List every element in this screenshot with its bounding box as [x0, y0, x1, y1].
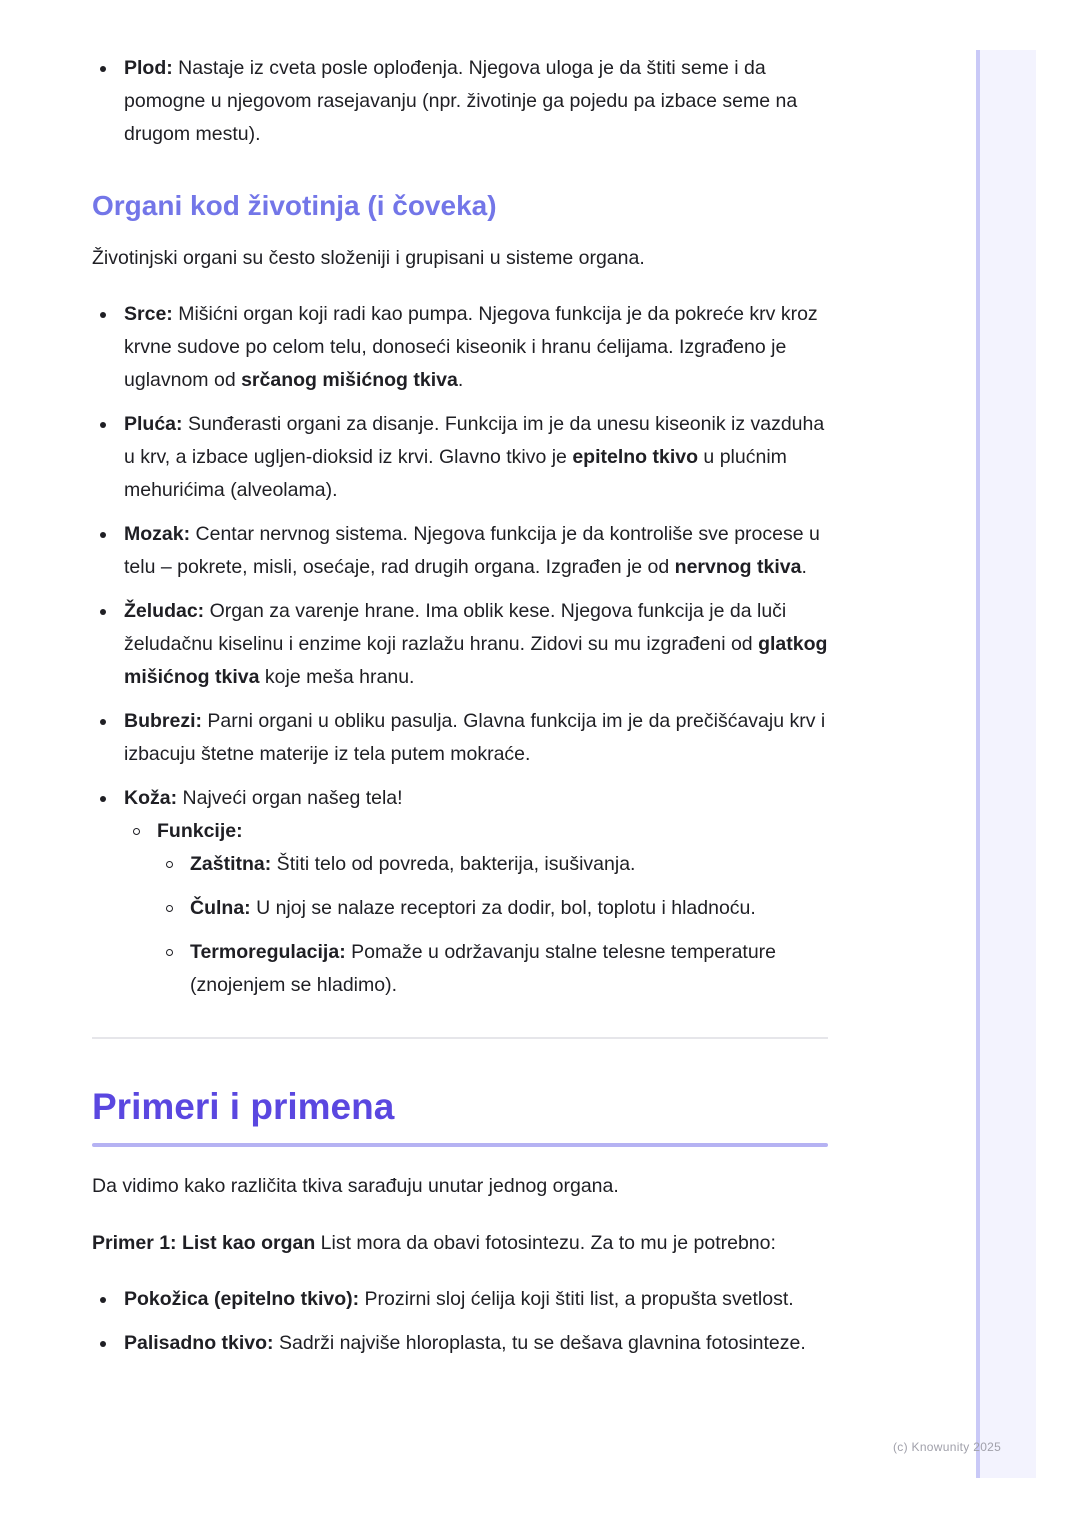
item-label: Čulna:	[190, 897, 251, 919]
right-sidebar-panel	[976, 50, 1036, 1478]
skin-functions-list	[92, 848, 828, 1002]
item-text: U njoj se nalaze receptori za dodir, bol, toplotu i hladnoću.	[250, 897, 756, 919]
item-label: Koža:	[124, 787, 178, 809]
item-bold: nervnog tkiva	[674, 556, 802, 578]
item-bold: epitelno tkivo	[572, 446, 699, 468]
list-item-culna	[157, 892, 828, 925]
list-item-bubrezi	[92, 705, 828, 771]
item-text: Sadrži najviše hloroplasta, tu se dešava glavnina fotosinteze.	[273, 1332, 806, 1354]
document-content	[92, 52, 828, 1371]
watermark: (c) Knowunity 2025	[893, 1440, 1002, 1454]
list-item-palisadno	[92, 1327, 828, 1360]
list-item-pokozica	[92, 1283, 828, 1316]
item-label: Pokožica (epitelno tkivo):	[124, 1288, 360, 1310]
section-heading-animals: Organi kod životinja (i čoveka)	[92, 190, 497, 221]
example-label: Primer 1: List kao organ	[92, 1232, 316, 1254]
example-text: List mora da obavi fotosintezu. Za to mu je potrebno:	[315, 1232, 776, 1254]
item-bold: glatkog mišićnog tkiva	[124, 633, 828, 688]
section-intro: Da vidimo kako različita tkiva sarađuju unutar jednog organa.	[92, 1175, 619, 1197]
list-item-plod	[92, 52, 828, 151]
list-item-zastitna	[157, 848, 828, 881]
item-text: Mišićni organ koji radi kao pumpa. Njegova funkcija je da pokreće krv kroz krvne sudove po celom telu, donoseći kiseonik i hranu ćelijama. Izgrađeno je uglavnom od	[124, 303, 818, 391]
list-item-zeludac	[92, 595, 828, 694]
list-item-koza	[92, 782, 828, 815]
leaf-tissue-list	[92, 1283, 828, 1360]
item-label: Bubrezi:	[124, 710, 202, 732]
list-item-termoregulacija	[157, 936, 828, 1002]
item-text: Sunđerasti organi za disanje. Funkcija im je da unesu kiseonik iz vazduha u krv, a izbace ugljen-dioksid iz krvi. Glavno tkivo je	[124, 413, 825, 468]
item-text: Štiti telo od povreda, bakterija, isušivanja.	[271, 853, 636, 875]
item-text: Najveći organ našeg tela!	[177, 787, 403, 809]
item-tail: .	[801, 556, 807, 578]
item-text: Centar nervnog sistema. Njegova funkcija je da kontroliše sve procese u telu – pokrete, misli, osećaje, rad drugih organa. Izgrađen je od	[124, 523, 820, 578]
example-paragraph	[92, 1227, 828, 1260]
item-text: Organ za varenje hrane. Ima oblik kese. Njegova funkcija je da luči želudačnu kiselinu i enzime koji razlažu hranu. Zidovi su mu izgrađeni od	[124, 600, 787, 655]
item-tail: .	[457, 369, 464, 391]
item-bold: srčanog mišićnog tkiva	[241, 369, 458, 391]
item-label: Srce:	[124, 303, 173, 325]
skin-sublist	[92, 815, 828, 848]
plant-organ-list	[92, 52, 828, 151]
section-heading-examples: Primeri i primena	[92, 1086, 395, 1127]
section-intro: Životinjski organi su često složeniji i grupisani u sisteme organa.	[92, 247, 645, 269]
item-label: Palisadno tkivo:	[124, 1332, 274, 1354]
item-text: Pomaže u održavanju stalne telesne temperature (znojenjem se hladimo).	[190, 941, 777, 996]
list-item-srce	[92, 298, 828, 397]
item-label: Mozak:	[124, 523, 191, 545]
list-item-funkcije	[124, 815, 828, 848]
item-label: Plod:	[124, 57, 173, 79]
item-tail: u plućnim mehurićima (alveolama).	[124, 446, 787, 501]
item-label: Zaštitna:	[190, 853, 272, 875]
list-item-pluca	[92, 408, 828, 507]
list-item-mozak	[92, 518, 828, 584]
item-tail: koje meša hranu.	[259, 666, 415, 688]
item-label: Termoregulacija:	[190, 941, 346, 963]
item-label: Želudac:	[124, 600, 205, 622]
animal-organ-list	[92, 298, 828, 815]
item-text: Parni organi u obliku pasulja. Glavna funkcija im je da prečišćavaju krv i izbacuju štetne materije iz tela putem mokraće.	[124, 710, 826, 765]
item-text: Nastaje iz cveta posle oplođenja. Njegova uloga je da štiti seme i da pomogne u njegovom rasejavanju (npr. životinje ga pojedu pa izbace seme na drugom mestu).	[124, 57, 798, 145]
item-text: Prozirni sloj ćelija koji štiti list, a propušta svetlost.	[359, 1288, 794, 1310]
item-label: Funkcije:	[157, 820, 243, 842]
item-label: Pluća:	[124, 413, 183, 435]
